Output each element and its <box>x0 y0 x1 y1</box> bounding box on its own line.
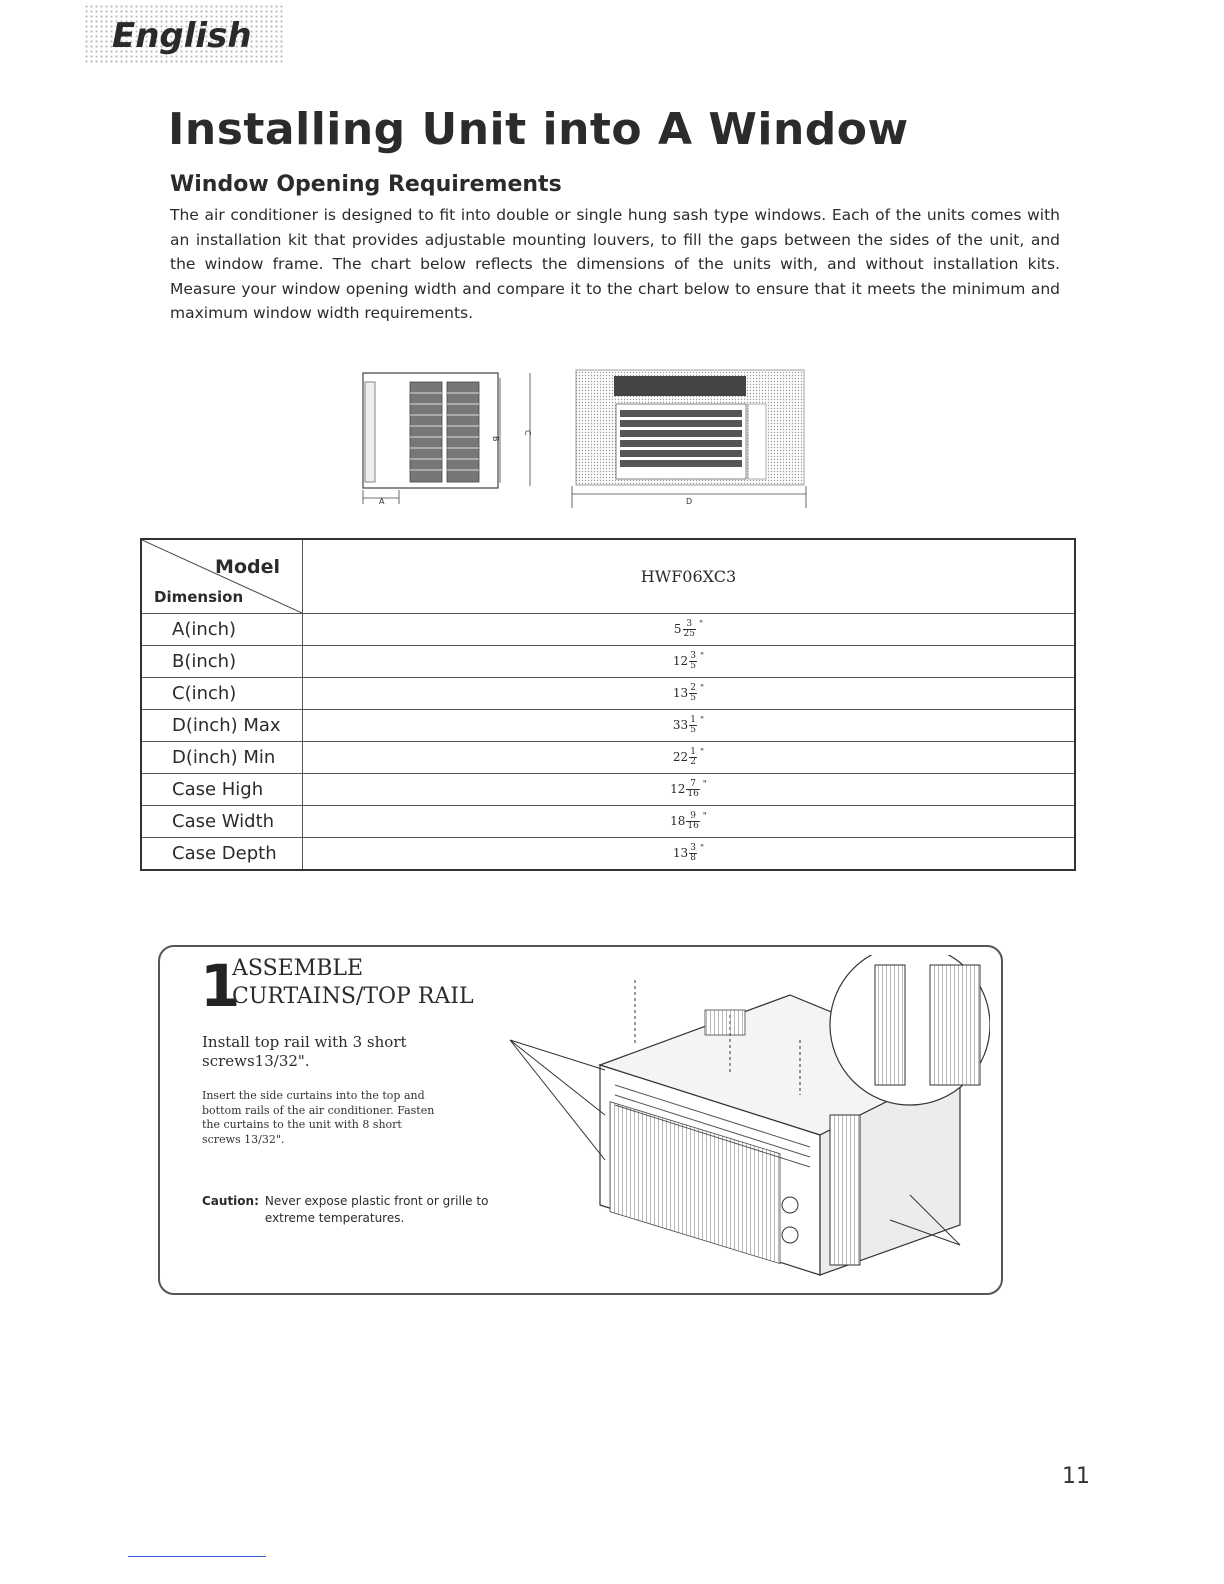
side-view-diagram <box>355 368 555 513</box>
dimension-label-a: A <box>379 497 385 506</box>
value-whole: 18 <box>670 814 686 828</box>
value-fraction <box>683 620 696 639</box>
page-title: Installing Unit into A Window <box>168 104 909 155</box>
dimension-label-d: D <box>686 497 693 506</box>
header-model-label: Model <box>215 556 280 578</box>
table-row <box>141 646 1075 678</box>
caution-note <box>202 1193 522 1227</box>
value-fraction <box>689 716 697 735</box>
dimension-label: C(inch) <box>141 678 303 710</box>
inch-mark: " <box>699 844 705 854</box>
footer-rule <box>128 1556 266 1557</box>
value-fraction <box>689 652 697 671</box>
inch-mark: " <box>699 684 705 694</box>
dimension-label: Case High <box>141 774 303 806</box>
fraction-denominator: 25 <box>683 629 695 639</box>
value-whole: 13 <box>672 686 689 700</box>
language-tag-label: English <box>112 16 252 56</box>
inch-mark: " <box>702 780 707 790</box>
table-header-row <box>141 539 1075 614</box>
dimension-value <box>303 614 1076 646</box>
value-whole: 12 <box>670 782 686 796</box>
header-dimension-label: Dimension <box>154 588 244 606</box>
inch-mark: " <box>698 620 704 630</box>
air-conditioner-assembly-illustration <box>490 955 990 1289</box>
value-fraction <box>689 844 697 863</box>
dimension-value <box>303 838 1076 871</box>
caution-label: Caution: <box>202 1194 259 1208</box>
dimension-label-b: B <box>491 436 500 442</box>
language-tag <box>84 4 284 64</box>
fraction-numerator: 1 <box>690 747 696 757</box>
dimension-value <box>303 678 1076 710</box>
fraction-denominator: 5 <box>690 725 696 735</box>
dimension-label: D(inch) Max <box>141 710 303 742</box>
table-row <box>141 774 1075 806</box>
header-corner-cell <box>141 539 303 614</box>
fraction-denominator: 16 <box>687 789 699 799</box>
fraction-numerator: 2 <box>690 683 696 693</box>
step-title-line1: ASSEMBLE <box>232 956 364 981</box>
model-name-cell: HWF06XC3 <box>303 539 1076 614</box>
table-row <box>141 614 1075 646</box>
fraction-numerator: 3 <box>683 620 696 630</box>
value-whole: 12 <box>672 654 689 668</box>
fraction-denominator: 5 <box>690 661 696 671</box>
step-detail-text: Insert the side curtains into the top and bottom rails of the air conditioner. Fasten the curtains to the unit with 8 short screws 13/32". <box>202 1089 435 1146</box>
front-view-diagram <box>566 368 811 513</box>
table-row <box>141 806 1075 838</box>
dimension-label: A(inch) <box>141 614 303 646</box>
fraction-denominator: 8 <box>690 853 696 863</box>
value-fraction <box>686 812 699 831</box>
step-title-line2: CURTAINS/TOP RAIL <box>232 984 474 1009</box>
value-whole: 13 <box>672 846 689 860</box>
inch-mark: " <box>702 812 707 822</box>
intro-paragraph: The air conditioner is designed to fit into double or single hung sash type windows. Each of the units comes with an installation kit that provides adjustable mounting louvers, to fill the gaps between the sides of the unit, and the window frame. The chart below reflects the dimensions of the units with, and without installation kits. Measure your window opening width and compare it to the chart below to ensure that it meets the minimum and maximum window width requirements. <box>170 206 1060 322</box>
dimension-value <box>303 774 1076 806</box>
fraction-denominator: 16 <box>687 821 699 831</box>
step-title <box>232 955 474 1011</box>
fraction-numerator: 1 <box>690 715 696 725</box>
caution-text: Never expose plastic front or grille to extreme temperatures. <box>264 1194 489 1225</box>
fraction-denominator: 2 <box>690 757 696 767</box>
table-row <box>141 838 1075 871</box>
inch-mark: " <box>699 652 705 662</box>
dimension-label: Case Width <box>141 806 303 838</box>
fraction-numerator: 9 <box>686 812 699 822</box>
value-fraction <box>689 684 697 703</box>
dimension-value <box>303 646 1076 678</box>
dimension-value <box>303 806 1076 838</box>
step-lead-text: Install top rail with 3 short screws13/32". <box>202 1033 407 1070</box>
inch-mark: " <box>699 748 705 758</box>
step-number: 1 <box>200 952 241 1020</box>
dimension-value <box>303 742 1076 774</box>
table-row <box>141 710 1075 742</box>
section-subtitle: Window Opening Requirements <box>170 172 562 197</box>
value-whole: 33 <box>672 718 689 732</box>
value-fraction <box>686 780 699 799</box>
page-number: 11 <box>1062 1464 1090 1489</box>
value-fraction <box>689 748 697 767</box>
step-panel <box>158 945 1003 1295</box>
table-row <box>141 678 1075 710</box>
fraction-numerator: 3 <box>690 651 696 661</box>
dimension-table <box>140 538 1076 871</box>
value-whole: 5 <box>673 622 682 636</box>
inch-mark: " <box>699 716 705 726</box>
dimension-label-c: C <box>523 430 532 436</box>
dimension-label: Case Depth <box>141 838 303 871</box>
fraction-numerator: 3 <box>690 843 696 853</box>
dimension-value <box>303 710 1076 742</box>
fraction-denominator: 5 <box>690 693 696 703</box>
dimension-label: D(inch) Min <box>141 742 303 774</box>
dimension-label: B(inch) <box>141 646 303 678</box>
table-row <box>141 742 1075 774</box>
dimension-rows <box>141 614 1075 871</box>
fraction-numerator: 7 <box>686 780 699 790</box>
value-whole: 22 <box>672 750 689 764</box>
